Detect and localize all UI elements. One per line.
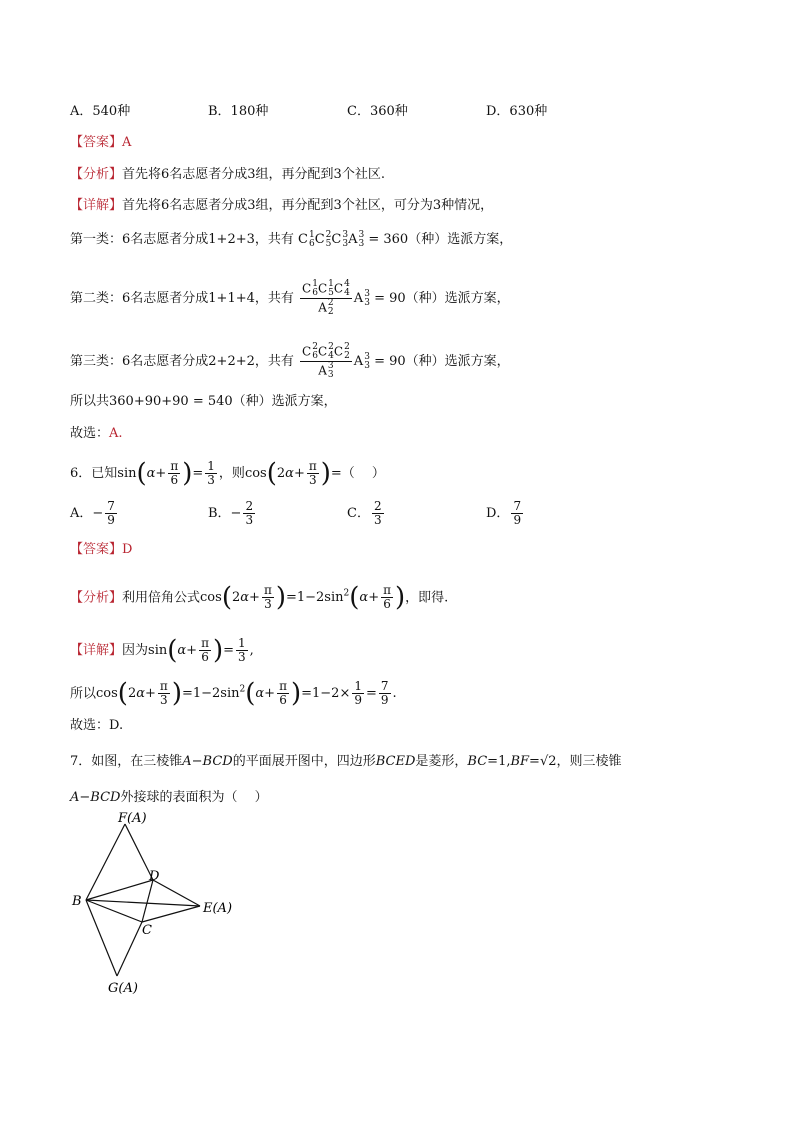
case1-label: 第一类： [70, 232, 123, 247]
answer-tag: 【答案】 [70, 542, 123, 557]
q6-detail-prefix: 因为 [122, 643, 149, 658]
q6-option-d: D． $\frac{7}{9}$ [486, 499, 522, 527]
edge-D-C [142, 880, 153, 922]
edge-F-B [86, 824, 125, 900]
q5-answer-line [70, 133, 131, 153]
q7-rhombus-name: BCED [375, 754, 416, 769]
q5-detail-line [70, 196, 493, 216]
case2-fraction: C 1 6 C 1 5 C 4 4 A 2 2 [302, 279, 350, 317]
case3-tail: = 90（种）选派方案， [374, 354, 510, 369]
case3-text: 6名志愿者分成2+2+2，共有 [122, 354, 294, 369]
detail-text: 首先将6名志愿者分成3组，再分配到3个社区，可分为3种情况， [122, 198, 494, 213]
q6-option-a: A．− $\frac{7}{9}$ [70, 499, 115, 527]
case3-fraction: C 2 6 C 2 4 C 2 2 A 3 3 [302, 342, 350, 380]
label-C: C [142, 923, 152, 938]
edge-B-C [86, 900, 142, 922]
q7-condition: BC=1,BF=√2 [467, 754, 557, 769]
q7-pyramid-name: A−BCD [182, 754, 233, 769]
answer-tag: 【答案】 [70, 135, 123, 150]
edge-D-E [153, 880, 200, 906]
case2-label: 第二类： [70, 291, 123, 306]
q6-answer-line [70, 540, 132, 560]
detail-tag: 【详解】 [70, 198, 123, 213]
case1-text: 6名志愿者分成1+2+3，共有 [122, 232, 294, 247]
q6-cos-expr: cos(2α+ $\frac{\pi}{3}$ ) [244, 458, 331, 489]
figure-edges [86, 824, 200, 976]
q6-option-b: B．− $\frac{2}{3}$ [208, 499, 254, 527]
case2-tail: = 90（种）选派方案， [374, 291, 510, 306]
q6-so-line [70, 680, 397, 707]
q6-stem-prefix: 6．已知 [70, 466, 118, 481]
detail-tag: 【详解】 [70, 643, 123, 658]
q6-stem-mid: ，则 [218, 466, 245, 481]
q6-analysis-prefix: 利用倍角公式 [122, 590, 201, 606]
q6-stem [70, 460, 385, 487]
q5-option-b: B．180种 [208, 104, 269, 119]
q6-detail-line [70, 637, 254, 664]
choose-label: 故选： [70, 426, 110, 441]
label-G: G(A) [108, 981, 138, 996]
q6-so-formula: cos(2α+ $\frac{\pi}{3}$ )$=1-2\sin^2(\alpha+$ $\frac{\pi}{6}$ )=1−2× $\frac{1}{9}$ = $\frac{7}{9}$ . [96, 678, 397, 709]
edge-C-E [142, 906, 200, 922]
analysis-text: 首先将6名志愿者分成3组，再分配到3个社区. [122, 167, 385, 182]
q7-pyramid-name-2: A−BCD [70, 790, 121, 805]
q6-sin-expr: sin(α+ $\frac{\pi}{6}$ )= $\frac{1}{3}$ [117, 458, 215, 489]
q5-option-c: C．360种 [347, 104, 408, 119]
label-F: F(A) [118, 811, 147, 826]
case1-tail: = 360（种）选派方案， [368, 232, 513, 247]
q5-total: 所以共360+90+90 = 540（种）选派方案， [70, 394, 337, 409]
q7-stem-line1: 7．如图，在三棱锥A−BCD的平面展开图中，四边形BCED是菱形，BC=1,BF=√2，则三棱锥 [70, 754, 622, 769]
answer-value: A [122, 135, 132, 150]
answer-value: D [122, 542, 133, 557]
label-B: B [72, 894, 82, 909]
q5-case1 [70, 230, 512, 250]
q6-detail-formula: sin(α+ $\frac{\pi}{6}$ )= $\frac{1}{3}$ , [148, 635, 254, 666]
q6-so-prefix: 所以 [70, 686, 97, 702]
q5-option-a: A．540种 [70, 104, 131, 119]
q5-case2 [70, 280, 510, 317]
edge-B-E [86, 900, 200, 906]
case1-formula: C 1 6 C 2 5 C 3 3 A 3 3 [298, 229, 365, 249]
case3-label: 第三类： [70, 354, 123, 369]
case2-text: 6名志愿者分成1+1+4，共有 [122, 291, 294, 306]
case3-arrangement: A 3 3 [353, 351, 370, 371]
analysis-tag: 【分析】 [70, 590, 123, 606]
q6-analysis-formula: cos(2α+ $\frac{\pi}{3}$ )$=1-2\sin^2(\alpha+$ $\frac{\pi}{6}$ ) [200, 582, 406, 613]
label-E: E(A) [203, 901, 233, 916]
choose-letter: A. [109, 426, 123, 441]
q6-analysis-tail: ，即得. [405, 590, 449, 606]
analysis-tag: 【分析】 [70, 167, 123, 182]
edge-C-G [117, 922, 142, 976]
q5-choose [70, 424, 123, 444]
q7-net-figure [60, 810, 260, 1000]
q6-choose: 故选：D. [70, 718, 124, 733]
q6-option-c: C． $\frac{2}{3}$ [347, 499, 382, 527]
q6-analysis-line [70, 584, 448, 611]
q5-option-d: D．630种 [486, 104, 548, 119]
case2-arrangement: A 3 3 [353, 288, 370, 308]
q5-analysis-line [70, 165, 385, 185]
q6-stem-tail: =（ ） [330, 466, 385, 481]
edge-B-G [86, 900, 117, 976]
edge-B-D [86, 880, 153, 900]
q5-case3 [70, 343, 510, 380]
q7-stem-line2: A−BCD外接球的表面积为（ ） [70, 790, 268, 805]
label-D: D [149, 869, 160, 884]
